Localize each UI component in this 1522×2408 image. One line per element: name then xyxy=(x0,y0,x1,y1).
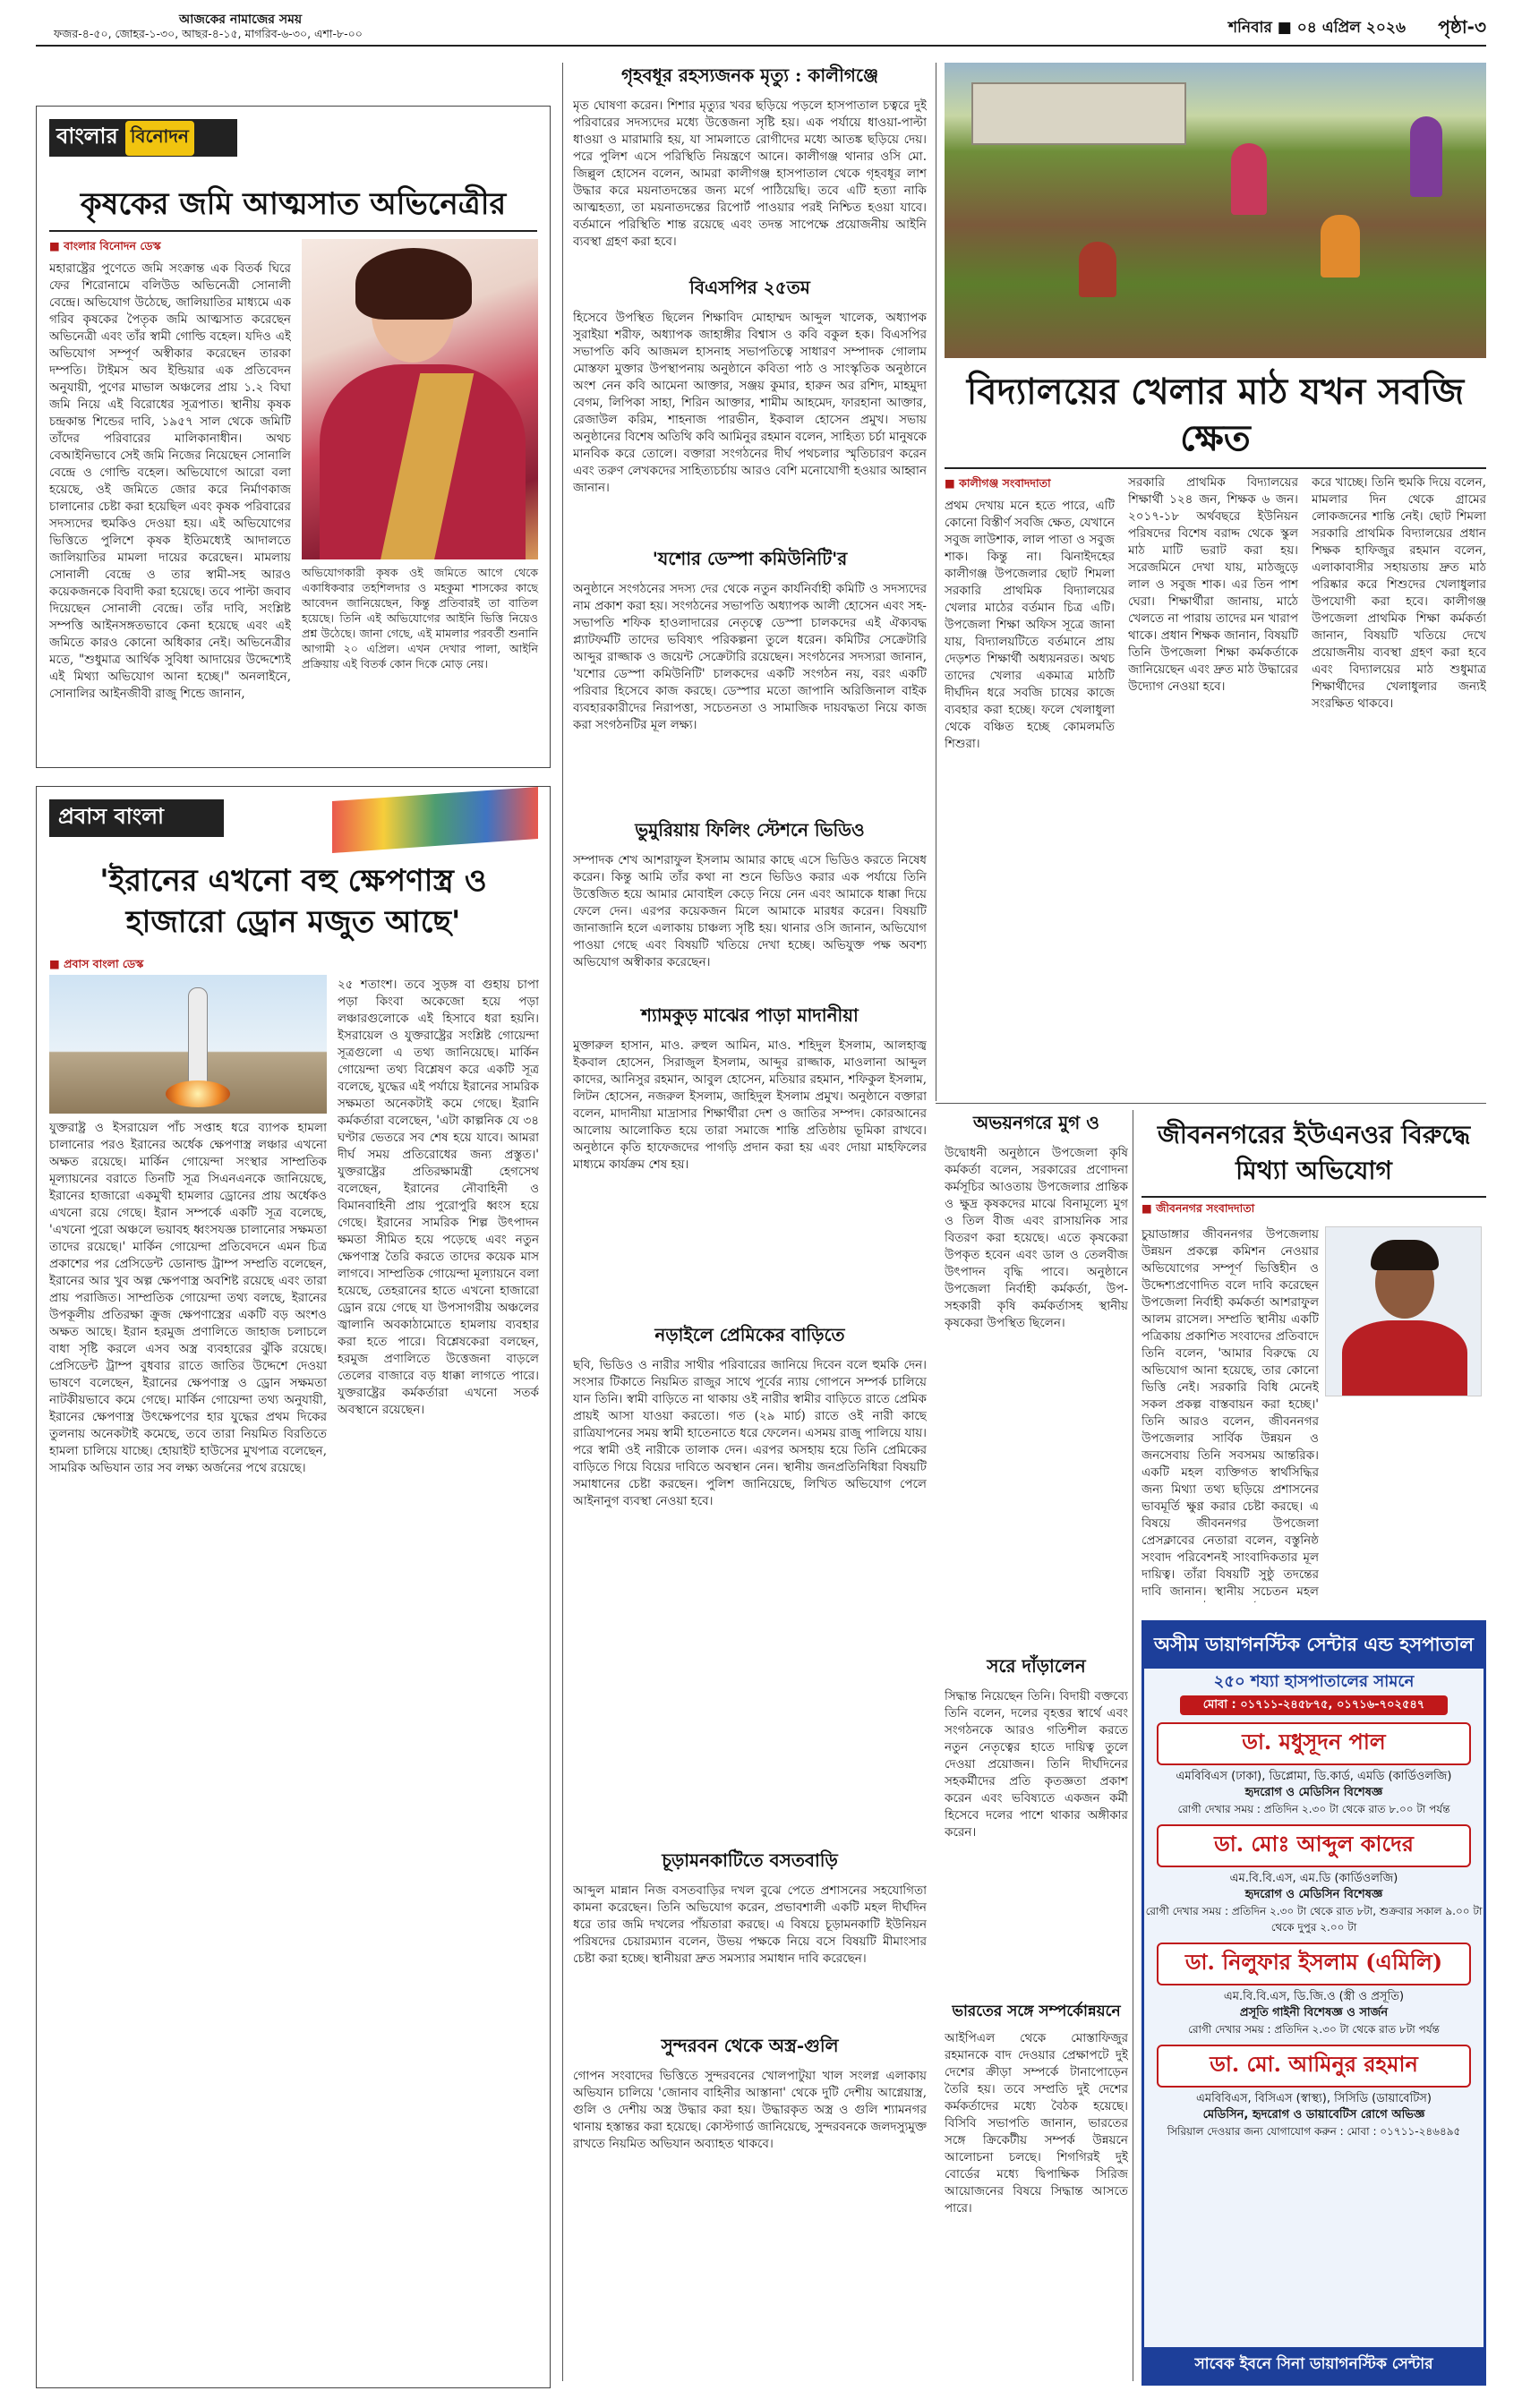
entertainment-byline: ■ বাংলার বিনোদন ডেস্ক xyxy=(49,239,161,252)
disha-body: অনুষ্ঠানে সংগঠনের সদস্য দের থেকে নতুন কার্যনির্বাহী কমিটি ও সদস্যদের নাম প্রকাশ করা হয়। সংগঠনের সভাপতি অধ্যাপক আলী হোসেন এবং সহ-সভাপতি শফিক হাওলাদারের নেতৃত্বে ডেস্পা চালকদের এই ঐক্যবদ্ধ প্ল্যাটফর্মটি তাদের ভবিষ্যৎ পরিকল্পনা তুলে ধরেন। কমিটির সেক্রেটারি আব্দুর রাজ্জাক ও জয়েন্ট সেক্রেটারি রয়েছেন। সংগঠনের সদস্যরা জানান, 'যশোর ডেস্পা কমিউনিটি' চালকদের একটি সংগঠন নয়, বরং একটি পরিবার হিসেবে কাজ করছে। ডেস্পার মতো জাপানি অরিজিনাল বাইক ব্যবহারকারীদের নিরাপত্তা, সচেতনতা ও সামাজিক দায়বদ্ধতা নিয়ে কাজ করা সংগঠনটির মূল লক্ষ্য। xyxy=(573,582,927,732)
probash-section xyxy=(36,786,551,2388)
probash-col2: ২৫ শতাংশ। তবে সুড়ঙ্গ বা গুহায় চাপা পড়া কিংবা অকেজো হয়ে পড়া লঞ্চারগুলোকে এই হিসাবে ধরা হয়নি। ইসরায়েল ও যুক্তরাষ্ট্রের সংশ্লিষ্ট গোয়েন্দা সূত্রগুলো এ তথ্য জানিয়েছে। মার্কিন গোয়েন্দা তথ্য বিশ্লেষণ করে একটি সূত্র বলেছে, যুদ্ধের এই পর্যায়ে ইরানের সামরিক সক্ষমতা অনেকটাই কমে গেছে। ইরানি কর্মকর্তারা বলেছেন, 'এটা কাল্পনিক যে ৩৪ ঘণ্টার ভেতরে সব শেষ হয়ে যাবে। আমরা দীর্ঘ সময় প্রতিরোধের জন্য প্রস্তুত।' যুক্তরাষ্ট্রের প্রতিরক্ষামন্ত্রী হেগসেথ বলেছেন, ইরানের নৌবাহিনী ও বিমানবাহিনী প্রায় পুরোপুরি ধ্বংস হয়ে গেছে। ইরানের সামরিক শিল্প উৎপাদন ক্ষমতা সীমিত হয়ে পড়েছে এবং নতুন ক্ষেপণাস্ত্র তৈরি করতে তাদের কয়েক মাস লাগবে। সাম্প্রতিক গোয়েন্দা মূল্যায়নে বলা হয়েছে, তেহরানের হাতে এখনো হাজারো ড্রোন রয়ে গেছে যা উপসাগরীয় অঞ্চলের জ্বালানি অবকাঠামোতে হামলায় ব্যবহার করা হতে পারে। বিশ্লেষকেরা বলছেন, হরমুজ প্রণালিতে উত্তেজনা বাড়লে তেলের বাজারে বড় ধাক্কা লাগতে পারে। যুক্তরাষ্ট্রের কর্মকর্তারা এখনো সতর্ক অবস্থানে রয়েছেন। xyxy=(338,978,539,1417)
shirt-shape xyxy=(1342,1320,1467,1396)
entertainment-section xyxy=(36,106,551,768)
sore-body: সিদ্ধান্ত নিয়েছেন তিনি। বিদায়ী বক্তব্যে তিনি বলেন, দলের বৃহত্তর স্বার্থে এবং সংগঠনকে আরও গতিশীল করতে নতুন নেতৃত্বের হাতে দায়িত্ব তুলে দেওয়া প্রয়োজন। তিনি দীর্ঘদিনের সহকর্মীদের প্রতি কৃতজ্ঞতা প্রকাশ করেন এবং ভবিষ্যতে একজন কর্মী হিসেবে দলের পাশে থাকার অঙ্গীকার করেন। xyxy=(945,1689,1128,1840)
sundarban-headline: সুন্দরবন থেকে অস্ত্র-গুলি xyxy=(661,2035,839,2056)
banner-right: বিনোদন xyxy=(125,121,194,156)
sore-headline: সরে দাঁড়ালেন xyxy=(987,1655,1086,1677)
missile-shape xyxy=(188,987,208,1086)
school-rule xyxy=(945,467,1486,469)
school-headline: বিদ্যালয়ের খেলার মাঠ যখন সবজি ক্ষেত xyxy=(966,371,1465,459)
entertainment-text-col xyxy=(49,235,291,735)
mug-body: উদ্বোধনী অনুষ্ঠানে উপজেলা কৃষি কর্মকর্তা বলেন, সরকারের প্রণোদনা কর্মসূচির আওতায় উপজেলার প্রান্তিক ও ক্ষুদ্র কৃষকদের মাঝে বিনামূল্যে মুগ ও তিল বীজ এবং রাসায়নিক সার বিতরণ করা হয়েছে। এতে কৃষকেরা উপকৃত হবেন এবং ডাল ও তেলবীজ উৎপাদন বৃদ্ধি পাবে। অনুষ্ঠানে উপজেলা নির্বাহী কর্মকর্তা, উপ-সহকারী কৃষি কর্মকর্তাসহ স্থানীয় কৃষকেরা উপস্থিত ছিলেন। xyxy=(945,1146,1128,1330)
school-col2: সরকারি প্রাথমিক বিদ্যালয়ের শিক্ষার্থী ১২৪ জন, শিক্ষক ৬ জন। ২০১৭-১৮ অর্থবছরে ইউনিয়ন পরিষদের বিশেষ বরাদ্দ থেকে স্কুল মাঠ মাটি ভরাট করা হয়। সরেজমিনে দেখা যায়, মাঠজুড়ে লাল ও সবুজ শাক। এর তিন পাশ ঘেরা। শিক্ষার্থীরা জানায়, মাঠে খেলতে না পারায় তাদের মন খারাপ থাকে। প্রধান শিক্ষক জানান, বিষয়টি তিনি উপজেলা শিক্ষা কর্মকর্তাকে জানিয়েছেন এবং দ্রুত মাঠ উদ্ধারের উদ্যোগ নেওয়া হবে। xyxy=(1128,475,1298,694)
tubu-headline: ভুমুরিয়ায় ফিলিং স্টেশনে ভিডিও xyxy=(635,819,865,841)
actress-photo xyxy=(302,239,538,559)
doctor-specialty: প্রসূতি গাইনী বিশেষজ্ঞ ও সার্জন xyxy=(1239,2006,1389,2019)
bharat-body: আইপিএল থেকে মোস্তাফিজুর রহমানকে বাদ দেওয়ার প্রেক্ষাপটে দুই দেশের ক্রীড়া সম্পর্কে টানাপোড়েন তৈরি হয়। তবে সম্প্রতি দুই দেশের কর্মকর্তাদের মধ্যে বৈঠক হয়েছে। বিসিবি সভাপতি জানান, ভারতের সঙ্গে ক্রিকেটীয় সম্পর্ক উন্নয়নে আলোচনা চলছে। শিগগিরই দুই বোর্ডের মধ্যে দ্বিপাক্ষিক সিরিজ আয়োজনের বিষয়ে সিদ্ধান্ত আসতে পারে। xyxy=(945,2031,1128,2216)
section-divider xyxy=(936,1103,1486,1104)
entertainment-caption: অভিযোগকারী কৃষক ওই জমিতে আগে থেকে একাধিকবার তহশিলদার ও মহকুমা শাসকের কাছে আবেদন জানিয়েছেন, কিন্তু প্রতিবারই তা বাতিল হয়েছে। তিনি এই অভিযোগের আইনি ভিত্তি নিয়েও প্রশ্ন উঠেছে। জানা গেছে, এই মামলার পরবর্তী শুনানি আগামী ২০ এপ্রিল। এখন দেখার পালা, আইনি প্রক্রিয়ায় এই বিতর্ক কোন দিকে মোড় নেয়। xyxy=(302,566,538,670)
hair-shape xyxy=(355,248,472,320)
prayer-title: আজকের নামাজের সময় xyxy=(179,13,303,27)
page-header xyxy=(36,7,1486,47)
doctor-degree: এমবিবিএস, বিসিএস (স্বাস্থ্য), সিসিডি (ডায়াবেটিস) xyxy=(1196,2092,1432,2105)
vegetable-field-photo xyxy=(945,63,1486,358)
jibon-byline: ■ জীবননগর সংবাদদাতা xyxy=(1142,1201,1255,1215)
bspa-body: হিসেবে উপস্থিত ছিলেন শিক্ষাবিদ মোহাম্মদ আব্দুল খালেক, অধ্যাপক সুরাইয়া শরীফ, অধ্যাপক জাহাঙ্গীর বিশ্বাস ও কবি বকুল হক। বিএসপির সভাপতি কবি আজমল হাসনাহ সভাপতিত্বে সাধারণ সম্পাদক গোলাম মোস্তফা মুক্তার উপস্থাপনায় অনুষ্ঠানে কবিতা পাঠ ও সাংস্কৃতিক অনুষ্ঠানে অংশ নেন কবি আমেনা আক্তার, সঞ্জয় কুমার, হারুন অর রশিদ, মাহমুদা বেগম, লিপিকা সাহা, শিরিন আক্তার, শামীম আহমেদ, ফারহানা আক্তার, রেজাউল করিম, শাহনাজ পারভীন, ইকবাল হোসেন প্রমুখ। সভায় অনুষ্ঠানের বিশেষ অতিথি কবি আমিনুর রহমান বলেন, সাহিত্য চর্চা মানুষকে মানবিক করে তোলে। বক্তারা সংগঠনের দীর্ঘ পথচলার স্মৃতিচারণ করেন এবং তরুণ লেখকদের সাহিত্যচর্চায় আরও বেশি মনোযোগী হওয়ার আহ্বান জানান। xyxy=(573,311,927,495)
narail-headline: নড়াইলে প্রেমিকের বাড়িতে xyxy=(654,1324,845,1345)
doctor-name: ডা. মধুসূদন পাল xyxy=(1157,1722,1471,1765)
jibon-headline: জীবননগরের ইউএনওর বিরুদ্ধে মিথ্যা অভিযোগ xyxy=(1142,1110,1486,1198)
school-col1: প্রথম দেখায় মনে হতে পারে, এটি কোনো বিস্তীর্ণ সবজি ক্ষেত, যেখানে সবুজ লাউশাক, লাল পাতা ও সবুজ শাক। কিন্তু না। ঝিনাইদহের কালীগঞ্জ উপজেলার ছোট শিমলা সরকারি প্রাথমিক বিদ্যালয়ের খেলার মাঠের বর্তমান চিত্র এটি। উপজেলা শিক্ষা অফিস সূত্রে জানা যায়, বিদ্যালয়টিতে বর্তমানে প্রায় দেড়শত শিক্ষার্থী অধ্যয়নরত। অথচ তাদের খেলার একমাত্র মাঠটি দীর্ঘদিন ধরে সবজি চাষের কাজে ব্যবহার করা হচ্ছে। ফলে খেলাধুলা থেকে বঞ্চিত হচ্ছে কোমলমতি শিশুরা। xyxy=(945,499,1115,751)
doctor-specialty: হৃদরোগ ও মেডিসিন বিশেষজ্ঞ xyxy=(1244,1888,1383,1901)
school-col1-wrap xyxy=(945,473,1115,1089)
probash-banner xyxy=(49,799,224,837)
gpsu-body: মৃত ঘোষণা করেন। শিশার মৃত্যুর খবর ছড়িয়ে পড়লে হাসপাতাল চত্বরে দুই পরিবারের সদস্যদের মধ্যে উত্তেজনা সৃষ্টি হয়। এক পর্যায়ে ধাওয়া-পাল্টা ধাওয়া ও মারামারি হয়, যা সামলাতে রোগীদের মধ্যে আতঙ্ক ছড়িয়ে দেয়। পরে পুলিশ এসে পরিস্থিতি নিয়ন্ত্রণে আনে। কালীগঞ্জ থানার ওসি মো. জিল্লুল হোসেন বলেন, আমরা কালীগঞ্জ হাসপাতাল থেকে গৃহবধূর লাশ উদ্ধার করে ময়নাতদন্তের জন্য মর্গে পাঠিয়েছি। তবে এটি হত্যা নাকি আত্মহত্যা, তা ময়নাতদন্তের রিপোর্ট পাওয়ার পরই নিশ্চিত হওয়া যাবে। বর্তমানে পরিস্থিতি শান্ত রয়েছে এবং তদন্ত সাপেক্ষে প্রয়োজনীয় আইনি ব্যবস্থা গ্রহণ করা হবে। xyxy=(573,98,927,249)
disha-headline: 'যশোর ডেস্পা কমিউনিটি'র xyxy=(652,548,848,569)
person-shape xyxy=(1410,116,1442,197)
person-shape xyxy=(1079,242,1116,297)
uno-photo xyxy=(1325,1226,1482,1396)
narail-body: ছবি, ভিডিও ও নারীর সাথীর পরিবারের জানিয়ে দিবেন বলে হুমকি দেন। সংসার টিকাতে নিয়মিত রাজুর সাথে পূর্বের ন্যায় গোপনে সম্পর্ক চালিয়ে যান তিনি। স্বামী বাড়িতে না থাকায় ওই নারীর স্বামীর বাড়িতে রাতে প্রেমিক প্রায়ই আসা যাওয়া করতো। গত (২৯ মার্চ) রাতে ওই নারী কাছে রাত্রিযাপনের সময় স্বামী হাতেনাতে ধরে ফেলেন। এসময় রাজু পালিয়ে যায়। পরে স্বামী ওই নারীকে তালাক দেন। এরপর অসহায় হয়ে তিনি প্রেমিকের বাড়িতে গিয়ে বিয়ের দাবিতে অবস্থান নেন। স্থানীয় জনপ্রতিনিধিরা বিষয়টি সমাধানের চেষ্টা করছেন। পুলিশ জানিয়েছে, লিখিত অভিযোগ পেলে আইনানুগ ব্যবস্থা নেওয়া হবে। xyxy=(573,1358,927,1508)
probash-headline: 'ইরানের এখনো বহু ক্ষেপণাস্ত্র ও হাজারো ড্রোন মজুত আছে' xyxy=(99,863,487,940)
doctor-hours: সিরিয়াল দেওয়ার জন্য যোগাযোগ করুন : মোবা : ০১৭১১-২৪৬৪৯৫ xyxy=(1167,2125,1461,2138)
entertainment-rule xyxy=(49,230,537,232)
doctor-degree: এম.বি.বি.এস, এম.ডি (কার্ডিওলজি) xyxy=(1229,1872,1398,1885)
page-number: পৃষ্ঠা-৩ xyxy=(1438,16,1486,38)
doctor-card xyxy=(1144,1722,1484,1817)
ad-title: অসীম ডায়াগনস্টিক সেন্টার এন্ড হসপাতাল xyxy=(1144,1623,1484,1669)
shyam-headline: শ্যামকুড় মাঝের পাড়া মাদানীয়া xyxy=(641,1004,859,1026)
doctor-name: ডা. নিলুফার ইসলাম (এমিলি) xyxy=(1157,1943,1471,1985)
doctor-card xyxy=(1144,1943,1484,2037)
sundarban-body: গোপন সংবাদের ভিত্তিতে সুন্দরবনের খোলপাটুয়া খাল সংলগ্ন এলাকায় অভিযান চালিয়ে 'জোনাব বাহিনীর আস্তানা' থেকে দুটি দেশীয় আগ্নেয়াস্ত্র, গুলি ও দেশীয় অস্ত্র উদ্ধার করা হয়। উদ্ধারকৃত অস্ত্র ও গুলি শ্যামনগর থানায় হস্তান্তর করা হয়েছে। কোস্টগার্ড জানিয়েছে, সুন্দরবনকে জলদস্যুমুক্ত রাখতে নিয়মিত অভিযান অব্যাহত থাকবে। xyxy=(573,2069,927,2151)
column-divider xyxy=(562,63,563,2381)
jibon-section xyxy=(1142,1110,1486,1607)
school-col3: করে খাচ্ছে। তিনি হুমকি দিয়ে বলেন, মামলার দিন থেকে গ্রামের লোকজনের শান্তি নেই। ছোট শিমলা সরকারি প্রাথমিক বিদ্যালয়ের প্রধান শিক্ষক হাফিজুর রহমান বলেন, এলাকাবাসীর সহায়তায় দ্রুত মাঠ পরিষ্কার করে শিশুদের খেলাধুলার উপযোগী করা হবে। কালীগঞ্জ উপজেলা প্রাথমিক শিক্ষা কর্মকর্তা জানান, বিষয়টি খতিয়ে দেখে প্রয়োজনীয় ব্যবস্থা গ্রহণ করা হবে এবং বিদ্যালয়ের মাঠ শুধুমাত্র শিক্ষার্থীদের খেলাধুলার জন্যই সংরক্ষিত থাকবে। xyxy=(1312,475,1486,711)
doctor-degree: এম.বি.বি.এস, ডি.জি.ও (স্ত্রী ও প্রসূতি) xyxy=(1223,1990,1405,2003)
exhaust-shape xyxy=(166,1080,230,1107)
doctor-specialty: হৃদরোগ ও মেডিসিন বিশেষজ্ঞ xyxy=(1244,1786,1383,1799)
doctor-card xyxy=(1144,2045,1484,2139)
probash-banner-label: প্রবাস বাংলা xyxy=(58,803,164,829)
hospital-ad xyxy=(1142,1620,1486,2386)
bharat-headline: ভারতের সঙ্গে সম্পর্কোন্নয়নে xyxy=(952,2002,1121,2020)
entertainment-body: মহারাষ্ট্রের পুণেতে জমি সংক্রান্ত এক বিতর্ক ঘিরে ফের শিরোনামে বলিউড অভিনেত্রী সোনালী বেন্দ্রে। অভিযোগ উঠেছে, জালিয়াতির মাধ্যমে এক গরিব কৃষকের পৈতৃক জমি আত্মসাত করেছেন অভিনেত্রী এবং তাঁর স্বামী গোল্ডি বহেল। যদিও এই অভিযোগ সম্পূর্ণ অস্বীকার করেছেন তারকা দম্পতি। টাইমস অব ইন্ডিয়ার এক প্রতিবেদন অনুযায়ী, পুণের মাভাল অঞ্চলের প্রায় ১.২ বিঘা জমি নিয়ে এই বিরোধের সূত্রপাত। স্থানীয় কৃষক চন্দ্রকান্ত শিন্ডের দাবি, ১৯৫৭ সাল থেকে জমিটি তাঁদের পরিবারের মালিকানাধীন। অথচ বেআইনিভাবে সেই জমি নিজের নিয়েছেন সোনালি বেন্দ্রে ও গোল্ডি বহেল। অভিযোগে আরো বলা হয়েছে, ওই জমিতে জোর করে নির্মাণকাজ চালানোর চেষ্টা করা হয়েছিল এবং কৃষক পরিবারের সদস্যদের হুমকিও দেওয়া হয়। এই অভিযোগের ভিত্তিতে পুলিশে কৃষক ইতিমধ্যেই আদালতে জালিয়াতির মামলা দায়ের করেছেন। মামলায় সোনালী বেন্দ্রে ও তার স্বামী-সহ আরও কয়েকজনকে বিবাদী করা হয়েছে। তবে পাল্টা জবাব দিয়েছেন সোনালী বেন্দ্রে। তাঁর দাবি, সংশ্লিষ্ট সম্পত্তি আইনসঙ্গতভাবে কেনা হয়েছে এবং এই জমিতে কারও কোনো অধিকার নেই। অভিনেত্রীর মতে, "শুধুমাত্র আর্থিক সুবিধা আদায়ের উদ্দেশ্যেই এই মিথ্যা অভিযোগ আনা হচ্ছে।" অনলাইনে, সোনালির আইনজীবী রাজু শিন্ডে জানান, xyxy=(49,261,291,701)
ad-subtitle: ২৫০ শয্যা হাসপাতালের সামনে xyxy=(1213,1672,1415,1691)
date-line: শনিবার ■ ০৪ এপ্রিল ২০২৬ xyxy=(1228,19,1406,37)
entertainment-headline: কৃষকের জমি আত্মসাত অভিনেত্রীর xyxy=(80,186,507,222)
chura-body: আব্দুল মান্নান নিজ বসতবাড়ির দখল বুঝে পেতে প্রশাসনের সহযোগিতা কামনা করেছেন। তিনি অভিযোগ করেন, প্রভাবশালী একটি মহল দীর্ঘদিন ধরে তার জমি দখলের পাঁয়তারা করছে। এ বিষয়ে চূড়ামনকাটি ইউনিয়ন পরিষদের চেয়ারম্যান বলেন, উভয় পক্ষকে নিয়ে বসে বিষয়টি মীমাংসার চেষ্টা করা হচ্ছে। স্থানীয়রা দ্রুত সমস্যার সমাধান দাবি করেছেন। xyxy=(573,1883,927,1966)
probash-byline: ■ প্রবাস বাংলা ডেস্ক xyxy=(49,957,144,970)
doctor-hours: রোগী দেখার সময় : প্রতিদিন ২.৩০ টা থেকে রাত ৮টা, শুক্রবার সকাল ৯.০০ টা থেকে দুপুর ২.০০ টা xyxy=(1145,1905,1483,1934)
ad-phone[interactable]: মোবা : ০১৭১১-২৪৫৮৭৫, ০১৭১৬-৭০২৫৪৭ xyxy=(1180,1695,1448,1715)
doctor-name: ডা. মো. আমিনুর রহমান xyxy=(1157,2045,1471,2088)
shyam-body: মুক্তারুল হাসান, মাও. রুহুল আমিন, মাও. শহিদুল ইসলাম, আলহাজ্ব ইকবাল হোসেন, সিরাজুল ইসলাম, আব্দুর রাজ্জাক, মাওলানা আব্দুল কাদের, আনিসুর রহমান, আবুল হোসেন, মতিয়ার রহমান, শফিকুল ইসলাম, লিটন হোসেন, নজরুল ইসলাম, জাহিদুল ইসলাম প্রমুখ। অনুষ্ঠানে বক্তারা বলেন, মাদানীয়া মাদ্রাসার শিক্ষার্থীরা দেশ ও জাতির সম্পদ। কোরআনের আলোয় আলোকিত হয়ে তারা সমাজে শান্তি প্রতিষ্ঠায় ভূমিকা রাখবে। অনুষ্ঠানে কৃতি হাফেজদের পাগড়ি প্রদান করা হয় এবং দোয়া মাহফিলের মাধ্যমে কার্যক্রম শেষ হয়। xyxy=(573,1038,927,1172)
person-shape xyxy=(1231,143,1267,215)
person-shape xyxy=(1321,215,1360,278)
school-byline: ■ কালীগঞ্জ সংবাদদাতা xyxy=(945,476,1051,490)
ad-footer: সাবেক ইবনে সিনা ডায়াগনস্টিক সেন্টার xyxy=(1144,2347,1484,2383)
middle-column xyxy=(573,63,927,2386)
mug-headline: অভয়নগরে মুগ ও xyxy=(973,1112,1099,1133)
jibon-body: চুয়াডাঙ্গার জীবননগর উপজেলায় উন্নয়ন প্রকল্পে কমিশন নেওয়ার অভিযোগের সম্পূর্ণ ভিত্তিহীন ও উদ্দেশ্যপ্রণোদিত বলে দাবি করেছেন উপজেলা নির্বাহী কর্মকর্তা আশরাফুল আলম রাসেল। সম্প্রতি স্থানীয় একটি পত্রিকায় প্রকাশিত সংবাদের প্রতিবাদে তিনি বলেন, 'আমার বিরুদ্ধে যে অভিযোগ আনা হয়েছে, তার কোনো ভিত্তি নেই। সরকারি বিধি মেনেই সকল প্রকল্প বাস্তবায়ন করা হচ্ছে।' তিনি আরও বলেন, জীবননগর উপজেলার সার্বিক উন্নয়ন ও জনসেবায় তিনি সবসময় আন্তরিক। একটি মহল ব্যক্তিগত স্বার্থসিদ্ধির জন্য মিথ্যা তথ্য ছড়িয়ে প্রশাসনের ভাবমূর্তি ক্ষুণ্ণ করার চেষ্টা করছে। এ বিষয়ে জীবননগর উপজেলা প্রেসক্লাবের নেতারা বলেন, বস্তুনিষ্ঠ সংবাদ পরিবেশনই সাংবাদিকতার মূল দায়িত্ব। তাঁরা বিষয়টি সুষ্ঠু তদন্তের দাবি জানান। স্থানীয় সচেতন মহল xyxy=(1142,1227,1319,1599)
entertainment-banner xyxy=(49,119,237,157)
doctor-degree: এমবিবিএস (ঢাকা), ডিপ্লোমা, ডি.কার্ড, এমডি (কার্ডিওলজি) xyxy=(1176,1770,1452,1783)
bspa-headline: বিএসপির ২৫তম xyxy=(689,277,810,298)
chura-headline: চূড়ামনকাটিতে বসতবাড়ি xyxy=(662,1849,838,1871)
tubu-body: সম্পাদক শেখ আশরাফুল ইসলাম আমার কাছে এসে ভিডিও করতে নিষেধ করেন। কিন্তু আমি তাঁর কথা না শুনে ভিডিও করার এক পর্যায়ে তিনি উত্তেজিত হয়ে আমার মোবাইল কেড়ে নিয়ে নেন এবং আমাকে ধাক্কা দিয়ে ফেলে দেন। এরপর কয়েকজন মিলে আমাকে মারধর করেন। বিষয়টি জানাজানি হলে এলাকায় চাঞ্চল্য সৃষ্টি হয়। থানার ওসি জানান, অভিযোগ পাওয়া গেছে এবং বিষয়টি খতিয়ে দেখা হচ্ছে। অভিযুক্ত পক্ষ অবশ্য অভিযোগ অস্বীকার করেছেন। xyxy=(573,853,927,969)
lower-mid-column xyxy=(945,1110,1128,2386)
doctor-specialty: মেডিসিন, হৃদরোগ ও ডায়াবেটিস রোগে অভিজ্ঞ xyxy=(1202,2108,1425,2122)
probash-body: যুক্তরাষ্ট্র ও ইসরায়েল পাঁচ সপ্তাহ ধরে ব্যাপক হামলা চালানোর পরও ইরানের অর্ধেক ক্ষেপণাস্ত্র লঞ্চার এখনো অক্ষত রয়েছে। মার্কিন গোয়েন্দা সংস্থার সাম্প্রতিক মূল্যায়নের বরাতে তিনটি সূত্র সিএনএনকে জানিয়েছে, ইরানের হাজারো একমুখী হামলার ড্রোনের প্রায় অর্ধেকও এখনো রয়ে গেছে। ইরান সম্পর্কে একটি সূত্র বলেছে, 'এখনো পুরো অঞ্চলে ভয়াবহ ধ্বংসযজ্ঞ চালানোর সক্ষমতা তাদের রয়েছে।' মার্কিন গোয়েন্দা প্রতিবেদনে এমন চিত্র প্রকাশের পর প্রেসিডেন্ট ডোনাল্ড ট্রাম্প সম্প্রতি বলেছেন, ইরানের আর খুব অল্প ক্ষেপণাস্ত্র অবশিষ্ট রয়েছে এবং তারা প্রায় পরাজিত। সাম্প্রতিক গোয়েন্দা তথ্য বলছে, ইরানের উপকূলীয় প্রতিরক্ষা ক্রুজ ক্ষেপণাস্ত্রের একটি বড় অংশও অক্ষত আছে। ইরান হরমুজ প্রণালিতে জাহাজ চলাচলে বাধা সৃষ্টি করলে এসব অস্ত্র ব্যবহারের ঝুঁকি রয়েছে। প্রেসিডেন্ট ট্রাম্প বুধবার রাতে জাতির উদ্দেশে দেওয়া ভাষণে বলেছেন, ইরানের ক্ষেপণাস্ত্র ও ড্রোন সক্ষমতা নাটকীয়ভাবে কমে গেছে। মার্কিন গোয়েন্দা তথ্য অনুযায়ী, ইরানের ক্ষেপণাস্ত্র উৎক্ষেপণের হার যুদ্ধের প্রথম দিকের তুলনায় অনেকটাই কমেছে, তবে তারা নিয়মিত বিরতিতে হামলা চালিয়ে যাচ্ছে। হোয়াইট হাউসের মুখপাত্র বলেছেন, সামরিক অভিযান তার সব লক্ষ্য অর্জনের পথে রয়েছে। xyxy=(49,1121,327,1475)
doctor-card xyxy=(1144,1824,1484,1935)
gpsu-headline: গৃহবধূর রহস্যজনক মৃত্যু : কালীগঞ্জে xyxy=(620,64,879,86)
doctor-name: ডা. মোঃ আব্দুল কাদের xyxy=(1157,1824,1471,1867)
prayer-times: ফজর-৪-৫০, জোহর-১-৩০, আছর-৪-১৫, মাগরিব-৬-৩০, এশা-৮-০০ xyxy=(54,27,363,40)
doctor-hours: রোগী দেখার সময় : প্রতিদিন ২.৩০ টা থেকে রাত ৮টা পর্যন্ত xyxy=(1188,2023,1440,2036)
missile-photo xyxy=(49,975,327,1114)
banner-left: বাংলার xyxy=(56,123,118,149)
hair-shape xyxy=(1371,1240,1439,1270)
flags-graphic xyxy=(332,787,538,853)
school-building-shape xyxy=(971,82,1186,145)
doctor-hours: রোগী দেখার সময় : প্রতিদিন ২.৩০ টা থেকে রাত ৮.০০ টা পর্যন্ত xyxy=(1177,1803,1450,1815)
